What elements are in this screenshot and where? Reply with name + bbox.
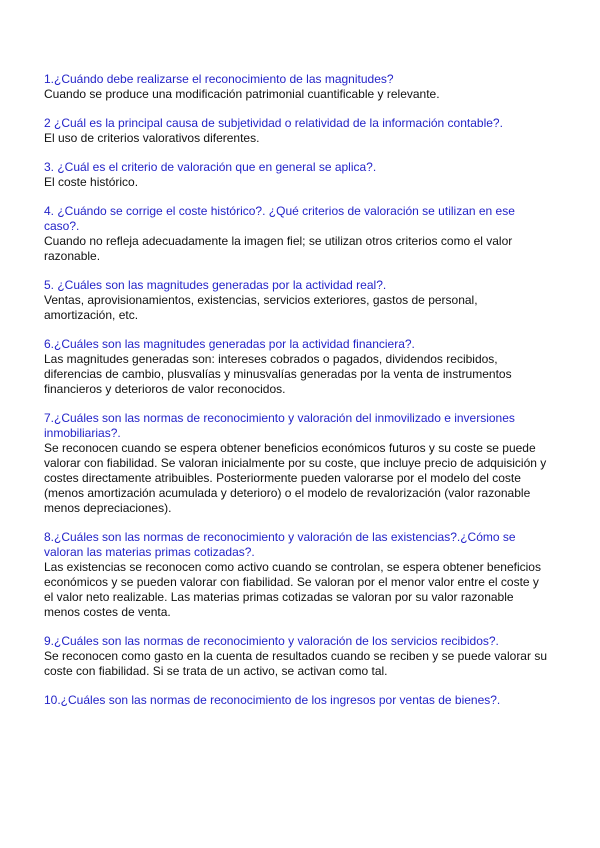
question-text: 2 ¿Cuál es la principal causa de subjetividad o relatividad de la información contable?. [44, 116, 503, 130]
answer-text: Las magnitudes generadas son: intereses cobrados o pagados, dividendos recibidos, diferencias de cambio, plusvalías y minusvalías generadas por la venta de instrumentos financieros y deterioros de valor reconocidos. [44, 352, 512, 396]
question-text: 4. ¿Cuándo se corrige el coste histórico?. ¿Qué criterios de valoración se utilizan en ese caso?. [44, 204, 515, 233]
qa-item-8 [44, 530, 550, 620]
question-text: 1.¿Cuándo debe realizarse el reconocimiento de las magnitudes? [44, 72, 394, 86]
answer-text: Ventas, aprovisionamientos, existencias, servicios exteriores, gastos de personal, amortización, etc. [44, 293, 478, 322]
question-text: 10.¿Cuáles son las normas de reconocimiento de los ingresos por ventas de bienes?. [44, 693, 501, 707]
answer-text: Cuando se produce una modificación patrimonial cuantificable y relevante. [44, 87, 440, 101]
question-text: 7.¿Cuáles son las normas de reconocimiento y valoración del inmovilizado e inversiones inmobiliarias?. [44, 411, 515, 440]
question-text: 9.¿Cuáles son las normas de reconocimiento y valoración de los servicios recibidos?. [44, 634, 499, 648]
qa-item-9 [44, 634, 550, 679]
answer-text: Las existencias se reconocen como activo cuando se controlan, se espera obtener beneficios económicos y se pueden valorar con fiabilidad. Se valoran por el menor valor entre el coste y el valor neto realizable. Las materias primas cotizadas se valoran por su valor razonable menos costes de venta. [44, 560, 541, 619]
answer-text: Se reconocen como gasto en la cuenta de resultados cuando se reciben y se puede valorar su coste con fiabilidad. Si se trata de un activo, se activan como tal. [44, 649, 547, 678]
answer-text: El coste histórico. [44, 175, 139, 189]
question-text: 8.¿Cuáles son las normas de reconocimiento y valoración de las existencias?.¿Cómo se valoran las materias primas cotizadas?. [44, 530, 516, 559]
question-text: 3. ¿Cuál es el criterio de valoración que en general se aplica?. [44, 160, 377, 174]
qa-item-5 [44, 278, 550, 323]
qa-item-7 [44, 411, 550, 516]
answer-text: Cuando no refleja adecuadamente la imagen fiel; se utilizan otros criterios como el valor razonable. [44, 234, 513, 263]
question-text: 5. ¿Cuáles son las magnitudes generadas por la actividad real?. [44, 278, 387, 292]
qa-item-2 [44, 116, 550, 146]
question-text: 6.¿Cuáles son las magnitudes generadas por la actividad financiera?. [44, 337, 415, 351]
qa-item-10 [44, 693, 550, 708]
document-page [44, 72, 550, 722]
qa-item-6 [44, 337, 550, 397]
answer-text: El uso de criterios valorativos diferentes. [44, 131, 260, 145]
answer-text: Se reconocen cuando se espera obtener beneficios económicos futuros y su coste se puede valorar con fiabilidad. Se valoran inicialmente por su coste, que incluye precio de adquisición y costes directamente atribuibles. Posteriormente pueden valorarse por el modelo del coste (menos amortización acumulada y deterioro) o el modelo de revalorización (valor razonable menos depreciaciones). [44, 441, 547, 515]
qa-item-4 [44, 204, 550, 264]
qa-item-3 [44, 160, 550, 190]
qa-item-1 [44, 72, 550, 102]
